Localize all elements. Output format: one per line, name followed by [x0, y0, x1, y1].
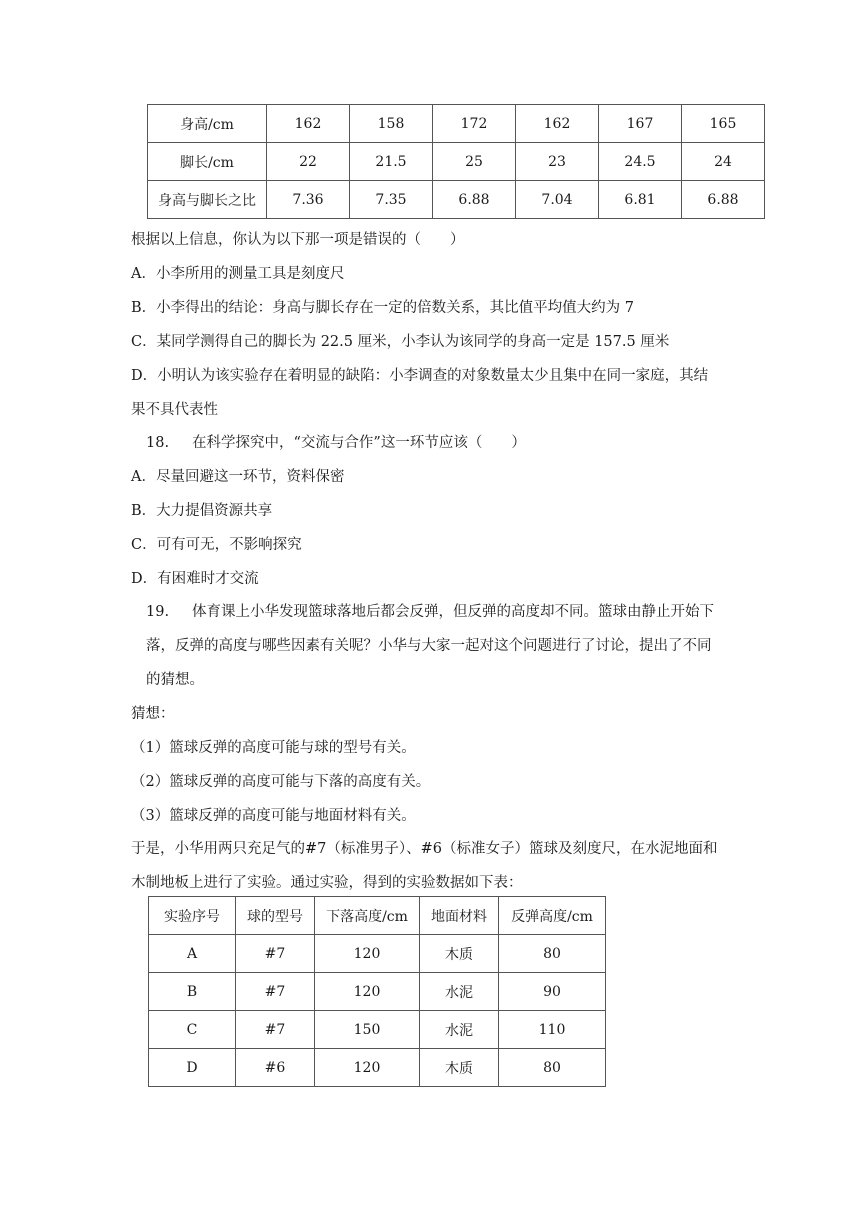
table-cell: 6.88: [433, 181, 516, 219]
table-cell: B: [149, 973, 236, 1011]
q19-stem-line-1: [146, 600, 714, 621]
guess-title: 猜想：: [131, 706, 175, 722]
q18-number: 18.: [146, 435, 170, 451]
column-header: 反弹高度/cm: [499, 897, 606, 935]
q17-stem: 根据以上信息，你认为以下那一项是错误的（ ）: [131, 232, 465, 248]
q18-stem: 在科学探究中，“交流与合作”这一环节应该（ ）: [192, 435, 526, 451]
table-cell: 162: [267, 105, 350, 143]
table-cell: 120: [315, 973, 420, 1011]
intro-line-2: 木制地板上进行了实验。通过实验，得到的实验数据如下表：: [131, 875, 523, 891]
table-cell: 水泥: [420, 1011, 499, 1049]
table-row: [148, 181, 765, 219]
table-cell: 7.36: [267, 181, 350, 219]
table-cell: 162: [516, 105, 599, 143]
table-cell: D: [149, 1049, 236, 1087]
column-header: 球的型号: [236, 897, 315, 935]
table-cell: 90: [499, 973, 606, 1011]
q18-option-d: D．有困难时才交流: [131, 571, 259, 587]
q17-option-a: A．小李所用的测量工具是刻度尺: [131, 266, 345, 282]
table-cell: 80: [499, 935, 606, 973]
table-cell: 21.5: [350, 143, 433, 181]
q19-stem-line-3: 的猜想。: [146, 672, 204, 688]
table-cell: 水泥: [420, 973, 499, 1011]
q17-option-d: D．小明认为该实验存在着明显的缺陷：小李调查的对象数量太少且集中在同一家庭，其结: [131, 368, 709, 384]
table-row: [149, 1011, 606, 1049]
table-cell: 167: [599, 105, 682, 143]
q17-option-d-cont: 果不具代表性: [131, 402, 218, 418]
table-row: [149, 1049, 606, 1087]
row-header: 身高与脚长之比: [148, 181, 267, 219]
q18-stem-line: [146, 431, 526, 452]
guess-1: （1）篮球反弹的高度可能与球的型号有关。: [131, 740, 416, 756]
q17-option-c: C．某同学测得自己的脚长为 22.5 厘米，小李认为该同学的身高一定是 157.5 厘米: [131, 334, 670, 350]
column-header: 地面材料: [420, 897, 499, 935]
table-cell: 110: [499, 1011, 606, 1049]
q19-stem-line-2: 落，反弹的高度与哪些因素有关呢？小华与大家一起对这个问题进行了讨论，提出了不同: [146, 638, 712, 654]
table-row: [149, 935, 606, 973]
intro-line-1: 于是，小华用两只充足气的#7（标准男子）、#6（标准女子）篮球及刻度尺，在水泥地面和: [131, 841, 718, 857]
table-row: [148, 105, 765, 143]
table-cell: #7: [236, 1011, 315, 1049]
table-row: [149, 973, 606, 1011]
q18-option-c: C．可有可无，不影响探究: [131, 537, 302, 553]
table-cell: #6: [236, 1049, 315, 1087]
table-row: [148, 143, 765, 181]
table-cell: #7: [236, 973, 315, 1011]
q18-option-b: B．大力提倡资源共享: [131, 503, 273, 519]
table-cell: 24.5: [599, 143, 682, 181]
table-cell: #7: [236, 935, 315, 973]
row-header: 脚长/cm: [148, 143, 267, 181]
table-cell: 木质: [420, 935, 499, 973]
table-cell: 120: [315, 1049, 420, 1087]
table-cell: 7.04: [516, 181, 599, 219]
guess-3: （3）篮球反弹的高度可能与地面材料有关。: [131, 808, 416, 824]
table-cell: 23: [516, 143, 599, 181]
table-cell: 木质: [420, 1049, 499, 1087]
table-cell: 25: [433, 143, 516, 181]
table-cell: 80: [499, 1049, 606, 1087]
row-header: 身高/cm: [148, 105, 267, 143]
guess-2: （2）篮球反弹的高度可能与下落的高度有关。: [131, 774, 431, 790]
q19-stem-1: 体育课上小华发现篮球落地后都会反弹，但反弹的高度却不同。篮球由静止开始下: [192, 604, 714, 620]
table-cell: 165: [682, 105, 765, 143]
table-cell: 6.88: [682, 181, 765, 219]
experiment-table: [148, 896, 606, 1087]
table-cell: 158: [350, 105, 433, 143]
q18-option-a: A．尽量回避这一环节，资料保密: [131, 469, 345, 485]
table-cell: 6.81: [599, 181, 682, 219]
table-cell: 150: [315, 1011, 420, 1049]
table-cell: 7.35: [350, 181, 433, 219]
table-cell: 120: [315, 935, 420, 973]
height-foot-table: [147, 104, 765, 219]
table-cell: A: [149, 935, 236, 973]
table-cell: 22: [267, 143, 350, 181]
table-cell: 24: [682, 143, 765, 181]
table-header-row: [149, 897, 606, 935]
q19-number: 19.: [146, 604, 170, 620]
column-header: 下落高度/cm: [315, 897, 420, 935]
q17-option-b: B．小李得出的结论：身高与脚长存在一定的倍数关系，其比值平均值大约为 7: [131, 300, 634, 316]
column-header: 实验序号: [149, 897, 236, 935]
table-cell: 172: [433, 105, 516, 143]
table-cell: C: [149, 1011, 236, 1049]
